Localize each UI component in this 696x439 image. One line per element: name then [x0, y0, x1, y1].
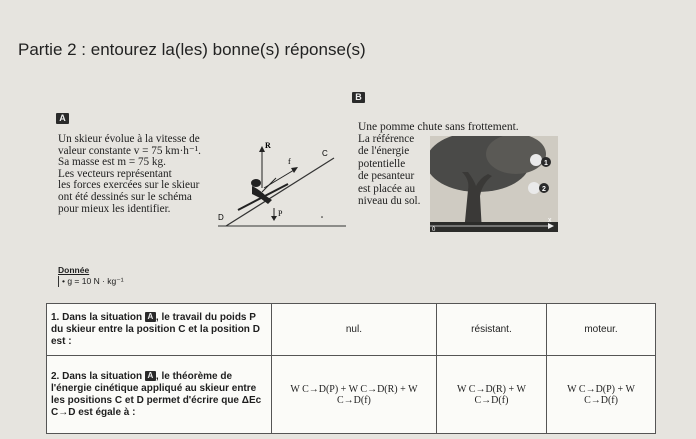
question-1: [47, 304, 272, 356]
exercise-a-line: valeur constante v = 75 km·h⁻¹.: [58, 144, 201, 157]
exercise-b-label: B: [352, 92, 365, 103]
answer-option[interactable]: W C→D(R) + W C→D(f): [436, 356, 546, 434]
exercise-a-line: Les vecteurs représentant: [58, 167, 172, 180]
question-2-part2: , le théorème de l'énergie cinétique appliqué au skieur entre les positions C et D permet d'écrire que ΔEc C→D est égale à :: [51, 370, 262, 418]
exercise-a-line: pour mieux les identifier.: [58, 202, 171, 215]
answer-option[interactable]: W C→D(P) + W C→D(R) + W C→D(f): [272, 356, 437, 434]
table-row: [47, 356, 656, 434]
exercise-b-heading: Une pomme chute sans frottement.: [358, 121, 519, 133]
point-c-label: C: [322, 149, 328, 158]
exercise-b-line: est placée au: [358, 182, 416, 195]
skier-figure: [238, 178, 288, 210]
apple-1-label: 1: [544, 160, 548, 167]
x-axis-label: x: [548, 217, 552, 224]
friction-label: f: [288, 157, 291, 166]
answer-table: [46, 303, 656, 434]
question-2: [47, 356, 272, 434]
friction-arrowhead: [291, 167, 298, 173]
exercise-b-line: de l'énergie: [358, 145, 410, 158]
ground: [430, 222, 558, 232]
apple-2: [528, 182, 540, 194]
weight-arrowhead: [271, 216, 277, 221]
weight-label: P: [278, 209, 283, 218]
answer-option[interactable]: résistant.: [436, 304, 546, 356]
answer-option[interactable]: W C→D(P) + W C→D(f): [547, 356, 656, 434]
exercise-b-line: niveau du sol.: [358, 195, 421, 208]
exercise-a-line: ont été dessinés sur le schéma: [58, 190, 192, 203]
skier-force-diagram: [216, 138, 351, 233]
exercise-a-label: A: [56, 113, 69, 124]
donnee-title: Donnée: [58, 265, 90, 275]
answer-option[interactable]: moteur.: [547, 304, 656, 356]
apple-1: [530, 154, 542, 166]
point-d-label: D: [218, 213, 224, 222]
situation-a-badge: A: [145, 312, 156, 322]
donnee-value: • g = 10 N · kg⁻¹: [58, 276, 124, 287]
answer-option[interactable]: nul.: [272, 304, 437, 356]
exercise-b-line: La référence: [358, 133, 415, 145]
friction-vector: [264, 170, 294, 188]
table-row: [47, 304, 656, 356]
exercise-b-line: potentielle: [358, 157, 406, 170]
exercise-a-line: les forces exercées sur le skieur: [58, 179, 200, 192]
question-1-part2: , le travail du poids P du skieur entre la position C et la position D est :: [51, 311, 260, 347]
point-marker: [321, 216, 323, 218]
apple-tree-image: [430, 136, 558, 232]
reaction-label: R: [265, 141, 271, 150]
exercise-a-line: Un skieur évolue à la vitesse de: [58, 133, 200, 145]
question-1-part1: 1. Dans la situation: [51, 311, 143, 323]
situation-a-badge: A: [145, 371, 156, 381]
apple-2-label: 2: [542, 186, 546, 193]
exercise-a-line: Sa masse est m = 75 kg.: [58, 156, 166, 169]
page-title: Partie 2 : entourez la(les) bonne(s) réponse(s): [18, 40, 366, 59]
exercise-b-line: de pesanteur: [358, 170, 415, 183]
origin-label: 0: [432, 227, 436, 232]
question-2-part1: 2. Dans la situation: [51, 370, 143, 382]
exercise-a-text: [58, 134, 218, 215]
